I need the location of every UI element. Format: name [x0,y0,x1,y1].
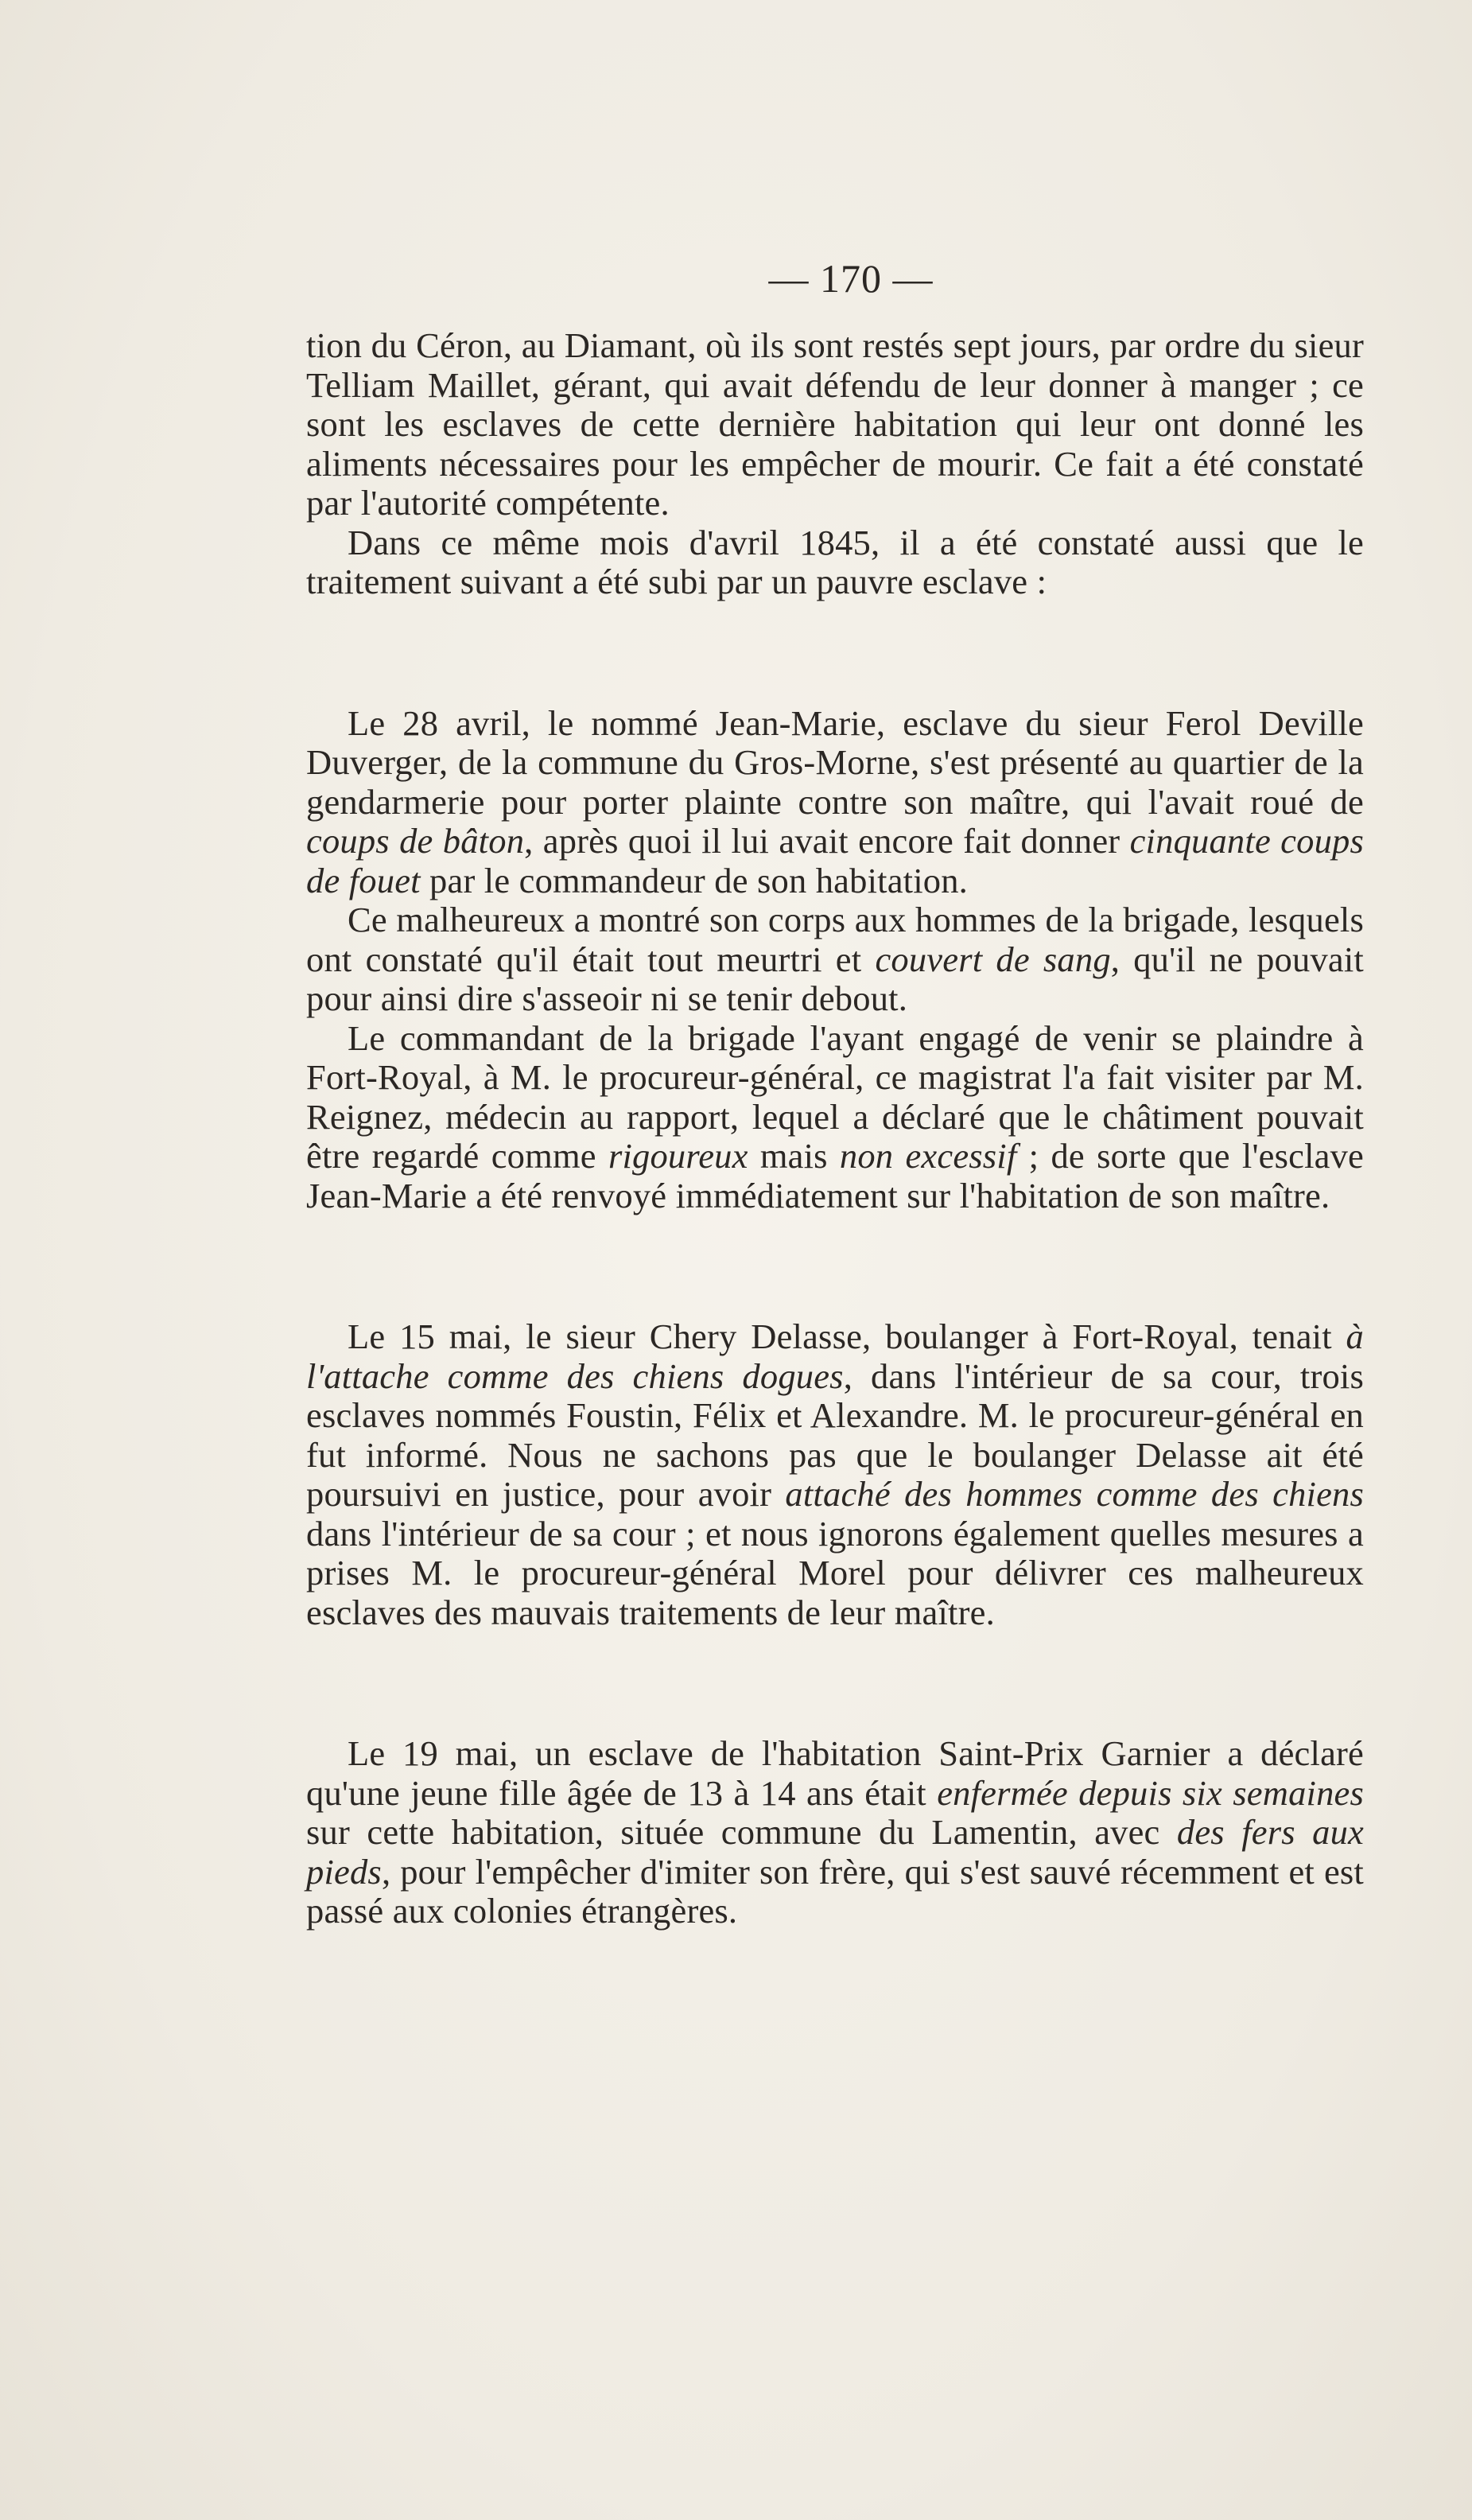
text-run: Le 28 avril, le nommé Jean-Marie, esclave du sieur Ferol Deville Duverger, de la commune du Gros-Morne, s'est présenté au quartier de la gendarmerie pour porter plainte contre son maître, qui l'avait roué de [306,702,1364,822]
paragraph-3 [306,704,1364,901]
italic-phrase: coups de bâton [306,821,525,861]
text-run: Dans ce même mois d'avril 1845, il a été constaté aussi que le traitement suivant a été subi par un pauvre esclave : [306,522,1364,601]
paragraph-1 [306,326,1364,523]
text-run: par le commandeur de son habitation. [420,860,969,900]
text-run: , dans l'intérieur de sa cour, trois esclaves nommés Foustin, Félix et Alexandre. M. le procureur-général en fut informé. Nous ne sachons pas que le boulanger Delasse ait été poursuivi en justice, pour avoir [306,1355,1365,1514]
italic-phrase: à l'attache comme des chiens dogues [306,1316,1364,1396]
text-run: tion du Céron, au Diamant, où ils sont restés sept jours, par ordre du sieur Telliam Maillet, gérant, qui avait défendu de leur donner à manger ; ce sont les esclaves de cette dernière habitation qui leur ont donné les aliments nécessaires pour les empêcher de mourir. Ce fait a été constaté par l'autorité compétente. [306,325,1364,523]
text-run: , pour l'empêcher d'imiter son frère, qui s'est sauvé récemment et est passé aux colonies étrangères. [306,1851,1364,1931]
text-run: Le 19 mai, un esclave de l'habitation Saint-Prix Garnier a déclaré qu'une jeune fille âgée de 13 à 14 ans était [306,1733,1364,1813]
paragraph-7 [306,1734,1364,1931]
paragraph-4 [306,900,1364,1019]
text-run: mais [748,1136,840,1176]
italic-phrase: rigoureux [608,1136,748,1176]
paragraph-6 [306,1317,1364,1632]
italic-phrase: non excessif [839,1136,1017,1176]
paragraph-5 [306,1019,1364,1216]
text-column [306,255,1364,1931]
italic-phrase: enfermée depuis six semaines [937,1772,1364,1813]
text-run: Le commandant de la brigade l'ayant engagé de venir se plaindre à Fort-Royal, à M. le procureur-général, ce magistrat l'a fait visiter par M. Reignez, médecin au rapport, lequel a déclaré que le châtiment pouvait être regardé comme [306,1017,1364,1176]
paragraph-2 [306,523,1364,602]
italic-phrase: cinquante coups de fouet [306,821,1364,900]
text-run: Ce malheureux a montré son corps aux hommes de la brigade, lesquels ont constaté qu'il était tout meurtri et [306,900,1364,979]
text-run: dans l'intérieur de sa cour ; et nous ignorons également quelles mesures a prises M. le procureur-général Morel pour délivrer ces malheureux esclaves des mauvais traitements de leur maître. [306,1513,1364,1632]
text-run: , après quoi il lui avait encore fait donner [524,821,1130,861]
italic-phrase: couvert de sang [875,939,1111,979]
text-run: , qu'il ne pouvait pour ainsi dire s'asseoir ni se tenir debout. [306,939,1364,1018]
text-run: sur cette habitation, située commune du Lamentin, avec [306,1812,1177,1852]
text-run: ; de sorte que l'esclave Jean-Marie a été renvoyé immédiatement sur l'habitation de son maître. [306,1136,1364,1215]
page-number: — 170 — [768,256,934,301]
body-text [306,326,1364,1931]
italic-phrase: attaché des hommes comme des chiens [785,1474,1364,1514]
italic-phrase: des fers aux pieds [306,1812,1364,1892]
text-run: Le 15 mai, le sieur Chery Delasse, boulanger à Fort-Royal, tenait [348,1316,1346,1356]
